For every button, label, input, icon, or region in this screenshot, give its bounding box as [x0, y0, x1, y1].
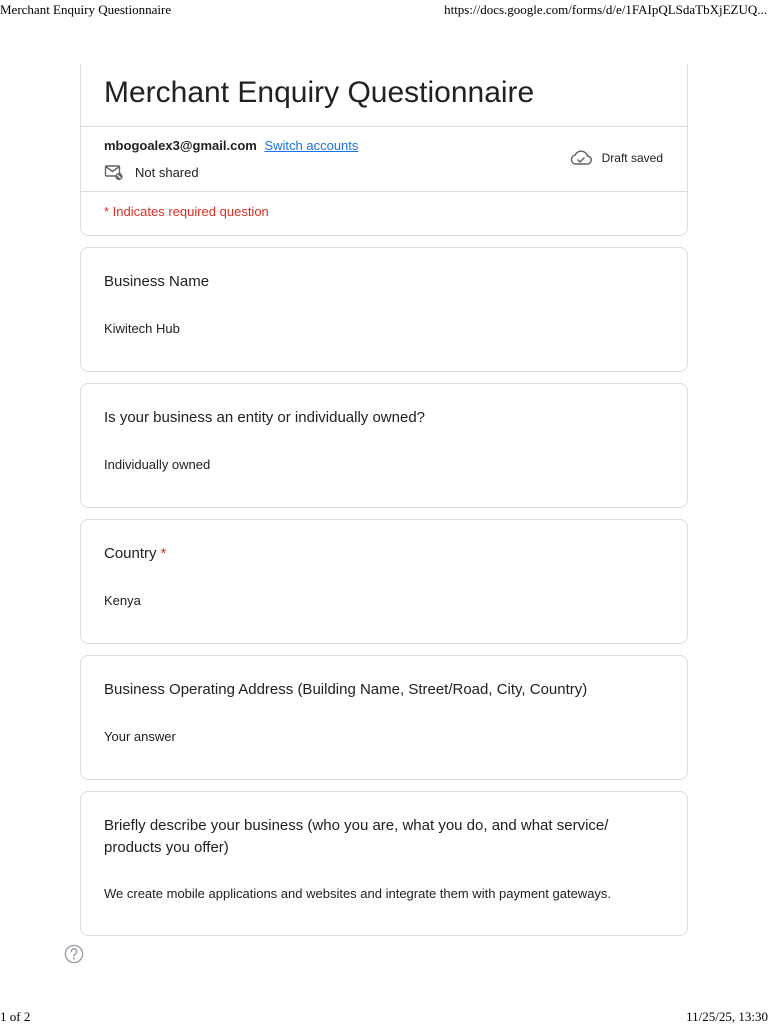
account-row	[104, 138, 358, 153]
question-answer[interactable]: Individually owned	[104, 457, 211, 472]
mail-lock-icon	[104, 162, 124, 182]
question-card-ownership	[80, 383, 688, 508]
print-footer-datetime: 11/25/25, 13:30	[686, 1009, 768, 1024]
account-email: mbogoalex3@gmail.com	[104, 138, 257, 153]
question-card-country	[80, 519, 688, 644]
question-title: Business Name	[104, 273, 210, 290]
required-asterisk: *	[160, 545, 167, 562]
draft-saved-status	[569, 149, 663, 167]
question-title: Briefly describe your business (who you are, what you do, and what service/ products you offer)	[104, 817, 609, 856]
question-answer[interactable]: Kenya	[104, 593, 141, 608]
question-title-text: Country	[104, 545, 157, 562]
print-header-url: https://docs.google.com/forms/d/e/1FAIpQLSdaTbXjEZUQ...	[444, 2, 767, 17]
question-answer[interactable]: We create mobile applications and websites and integrate them with payment gateways.	[104, 886, 612, 901]
question-title: Is your business an entity or individually owned?	[104, 409, 426, 426]
not-shared-label: Not shared	[135, 164, 199, 180]
help-icon[interactable]	[64, 944, 84, 964]
header-divider	[81, 126, 687, 127]
question-card-address	[80, 655, 688, 780]
question-answer[interactable]: Your answer	[104, 729, 176, 744]
print-footer-page-number: 1 of 2	[0, 1009, 31, 1024]
question-title: Business Operating Address (Building Name, Street/Road, City, Country)	[104, 681, 588, 698]
form-header-card	[80, 64, 688, 236]
form-title: Merchant Enquiry Questionnaire	[104, 76, 535, 109]
question-card-business-description	[80, 791, 688, 936]
print-header-title: Merchant Enquiry Questionnaire	[0, 2, 172, 17]
question-title	[104, 543, 659, 565]
question-answer[interactable]: Kiwitech Hub	[104, 321, 180, 336]
not-shared-row	[104, 162, 199, 182]
required-question-note: * Indicates required question	[104, 204, 269, 219]
draft-saved-label: Draft saved	[601, 151, 663, 165]
cloud-check-icon	[569, 149, 593, 167]
switch-accounts-link[interactable]: Switch accounts	[264, 138, 359, 153]
header-divider-2	[81, 191, 687, 192]
question-card-business-name	[80, 247, 688, 372]
